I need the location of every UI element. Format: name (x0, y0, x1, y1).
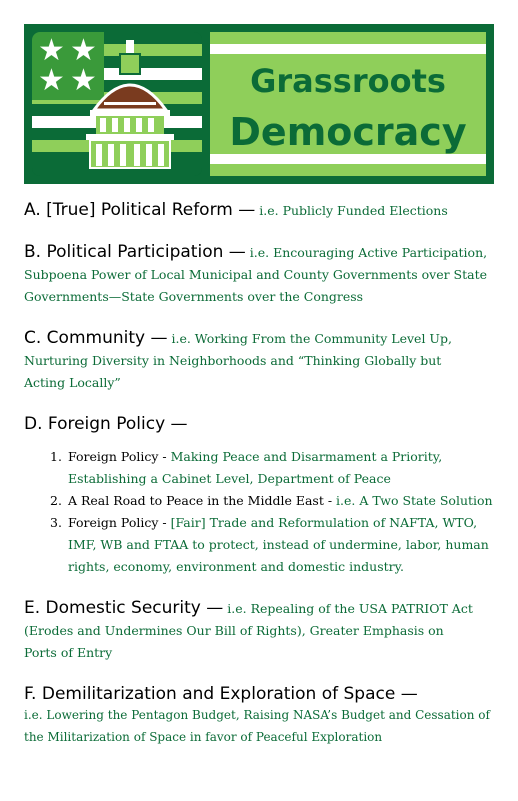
policy-desc: Acting Locally” (24, 375, 121, 390)
list-number: 3. (50, 515, 62, 530)
list-text: rights, economy, environment and domestic industry. (68, 559, 405, 574)
list-item (50, 446, 498, 490)
stripe (210, 32, 486, 44)
flag-emblem (32, 32, 202, 176)
policy-item-e (24, 598, 498, 664)
policy-desc: Subpoena Power of Local Municipal and County Governments over State (24, 267, 488, 282)
policy-desc: i.e. Publicly Funded Elections (259, 203, 448, 218)
stripe (210, 164, 486, 176)
title-line-2: Democracy (229, 110, 467, 154)
policy-desc: i.e. Repealing of the USA PATRIOT Act (227, 601, 473, 616)
policy-desc: the Militarization of Space in favor of Peaceful Exploration (24, 730, 383, 744)
policy-desc: (Erodes and Undermines Our Bill of Rights), Greater Emphasis on (24, 623, 444, 638)
policy-heading: F. Demilitarization and Exploration of Space — (24, 684, 418, 704)
foreign-policy-list (24, 446, 498, 578)
list-text: IMF, WB and FTAA to protect, instead of undermine, labor, human (68, 537, 489, 552)
policy-list (24, 200, 498, 768)
title-line-1: Grassroots (250, 62, 446, 100)
list-text: i.e. A Two State Solution (336, 493, 493, 508)
policy-desc: Nurturing Diversity in Neighborhoods and “Thinking Globally but (24, 353, 442, 368)
policy-heading: D. Foreign Policy — (24, 414, 188, 434)
policy-item-d (24, 414, 498, 578)
title-panel (210, 32, 486, 176)
policy-heading: B. Political Participation — (24, 242, 246, 262)
banner (24, 24, 494, 184)
list-text: Making Peace and Disarmament a Priority, (170, 449, 443, 464)
list-item (50, 490, 498, 512)
policy-heading: E. Domestic Security — (24, 598, 224, 618)
list-number: 2. (50, 493, 62, 508)
policy-item-c (24, 328, 498, 394)
capitol-building-icon (80, 40, 180, 170)
policy-desc: Ports of Entry (24, 645, 113, 660)
policy-desc: Governments—State Governments over the Congress (24, 289, 364, 304)
list-label: Foreign Policy - (68, 515, 167, 530)
policy-item-b (24, 242, 498, 308)
list-number: 1. (50, 449, 62, 464)
star-icon: ★ (70, 33, 97, 68)
star-icon: ★ (38, 63, 65, 98)
policy-desc: i.e. Working From the Community Level Up, (171, 331, 452, 346)
star-icon: ★ (38, 33, 65, 68)
star-icon: ★ (70, 63, 97, 98)
list-text: [Fair] Trade and Reformulation of NAFTA, WTO, (170, 515, 478, 530)
list-label: Foreign Policy - (68, 449, 167, 464)
list-label: A Real Road to Peace in the Middle East - (68, 493, 333, 508)
policy-heading: C. Community — (24, 328, 168, 348)
list-text: Establishing a Cabinet Level, Department of Peace (68, 471, 391, 486)
policy-heading: A. [True] Political Reform — (24, 200, 256, 220)
policy-desc: i.e. Lowering the Pentagon Budget, Raising NASA’s Budget and Cessation of (24, 708, 490, 722)
policy-item-f (24, 684, 498, 748)
list-item (50, 512, 498, 578)
policy-item-a (24, 200, 498, 222)
policy-desc: i.e. Encouraging Active Participation, (249, 245, 488, 260)
